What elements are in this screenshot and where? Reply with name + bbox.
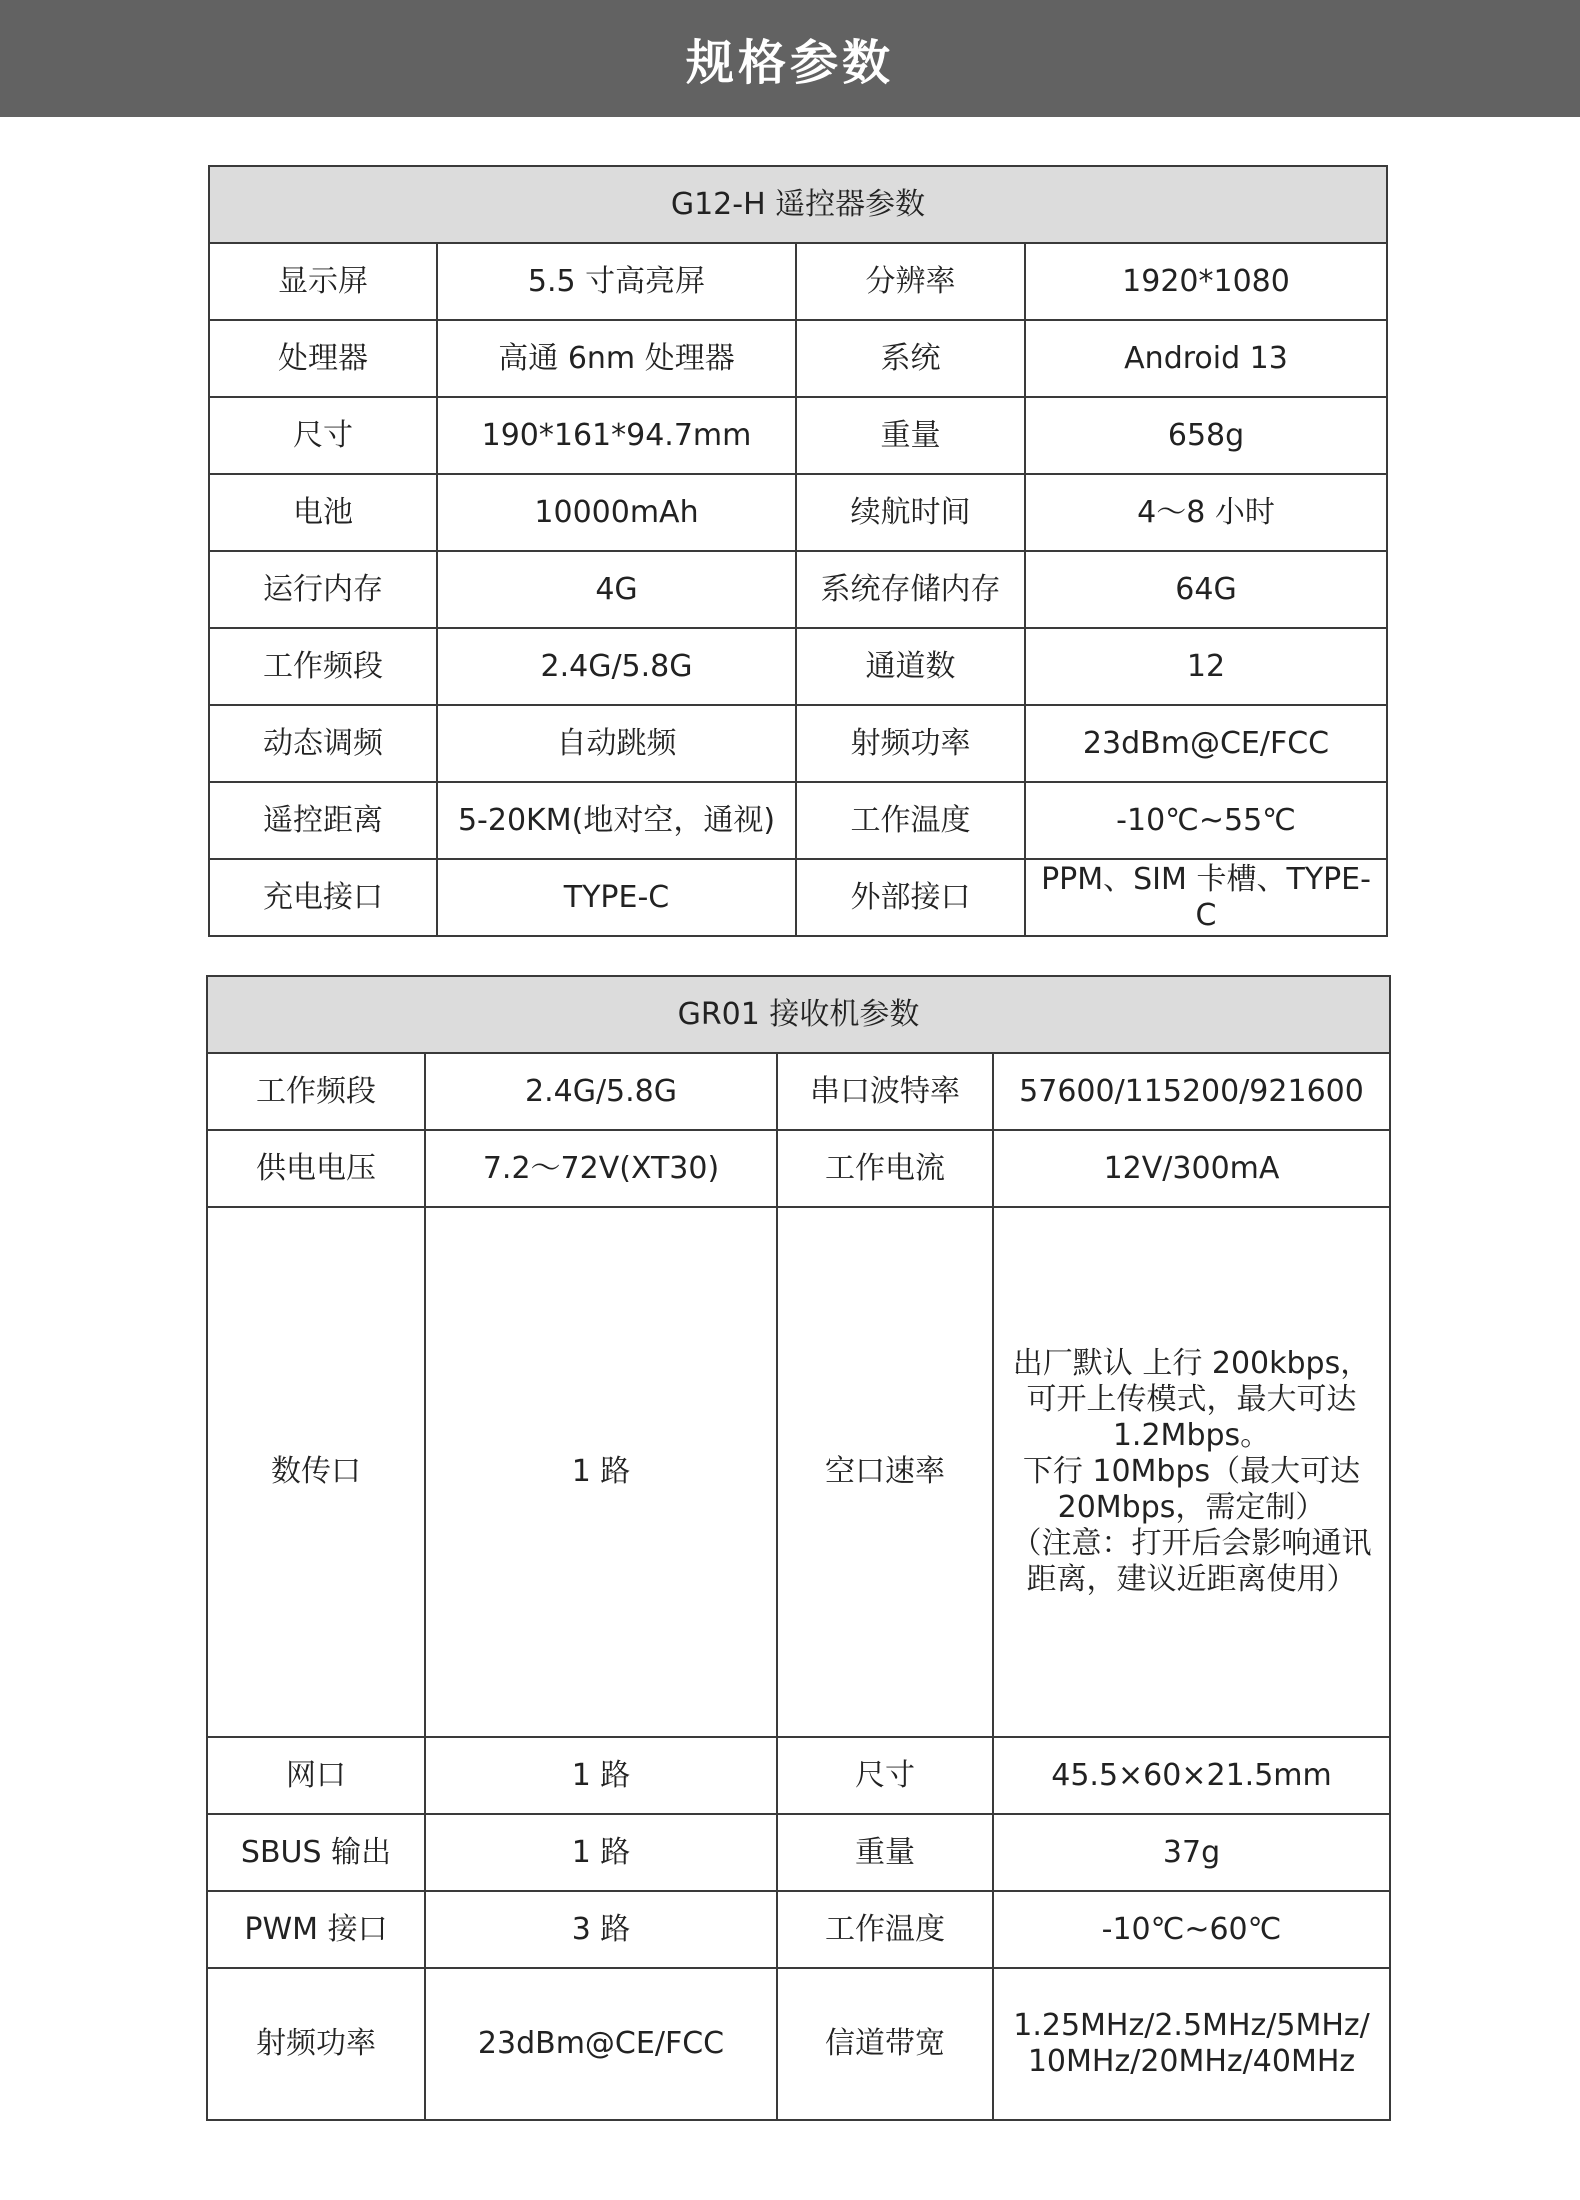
spec-value: 57600/115200/921600 (993, 1053, 1390, 1130)
remote-table-title: G12-H 遥控器参数 (209, 166, 1387, 243)
spec-value: -10℃~60℃ (993, 1891, 1390, 1968)
table-row (209, 551, 1387, 628)
spec-label: 射频功率 (207, 1968, 425, 2120)
table-row (207, 1053, 1390, 1130)
spec-value: 1920*1080 (1025, 243, 1387, 320)
spec-label: 重量 (796, 397, 1025, 474)
spec-value: 1 路 (425, 1814, 777, 1891)
spec-value: 5-20KM(地对空，通视) (437, 782, 796, 859)
spec-label: 工作电流 (777, 1130, 993, 1207)
table-row (209, 474, 1387, 551)
table-row (209, 859, 1387, 936)
spec-value: 658g (1025, 397, 1387, 474)
air-rate-line: 可开上传模式，最大可达 (1026, 1382, 1357, 1417)
spec-value: 190*161*94.7mm (437, 397, 796, 474)
remote-spec-table (208, 165, 1388, 937)
spec-label: 射频功率 (796, 705, 1025, 782)
spec-label: 通道数 (796, 628, 1025, 705)
bandwidth-value (993, 1968, 1390, 2120)
banner-title: 规格参数 (685, 35, 894, 91)
spec-value: 3 路 (425, 1891, 777, 1968)
spec-label: 空口速率 (777, 1207, 993, 1737)
spec-label: SBUS 输出 (207, 1814, 425, 1891)
page-banner (0, 0, 1580, 117)
air-rate-line: 距离，建议近距离使用） (1026, 1562, 1357, 1597)
spec-value: 12 (1025, 628, 1387, 705)
table-row (207, 1207, 1390, 1737)
spec-label: 显示屏 (209, 243, 437, 320)
spec-label: 外部接口 (796, 859, 1025, 936)
spec-value: 高通 6nm 处理器 (437, 320, 796, 397)
spec-label: PWM 接口 (207, 1891, 425, 1968)
spec-value: 12V/300mA (993, 1130, 1390, 1207)
air-rate-line: （注意：打开后会影响通讯 (1011, 1526, 1372, 1561)
receiver-spec-table (206, 975, 1391, 2121)
spec-label: 续航时间 (796, 474, 1025, 551)
spec-value: 64G (1025, 551, 1387, 628)
table-row (207, 1130, 1390, 1207)
spec-label: 运行内存 (209, 551, 437, 628)
bandwidth-line: 10MHz/20MHz/40MHz (1027, 2044, 1356, 2079)
bandwidth-line: 1.25MHz/2.5MHz/5MHz/ (1013, 2008, 1370, 2043)
air-rate-line: 出厂默认 上行 200kbps， (1012, 1346, 1371, 1381)
spec-label: 工作温度 (777, 1891, 993, 1968)
table-row (207, 1737, 1390, 1814)
table-row (207, 1968, 1390, 2120)
spec-value: 10000mAh (437, 474, 796, 551)
spec-label: 尺寸 (777, 1737, 993, 1814)
air-rate-value (993, 1207, 1390, 1737)
spec-label: 遥控距离 (209, 782, 437, 859)
spec-value: 23dBm@CE/FCC (425, 1968, 777, 2120)
spec-value: 4G (437, 551, 796, 628)
spec-label: 工作频段 (209, 628, 437, 705)
spec-label: 数传口 (207, 1207, 425, 1737)
spec-value: 7.2～72V(XT30) (425, 1130, 777, 1207)
spec-value: 5.5 寸高亮屏 (437, 243, 796, 320)
spec-label: 处理器 (209, 320, 437, 397)
spec-label: 工作频段 (207, 1053, 425, 1130)
spec-label: 充电接口 (209, 859, 437, 936)
table-row (209, 243, 1387, 320)
table-row (207, 1814, 1390, 1891)
spec-label: 尺寸 (209, 397, 437, 474)
receiver-table-title: GR01 接收机参数 (207, 976, 1390, 1053)
spec-label: 串口波特率 (777, 1053, 993, 1130)
spec-label: 工作温度 (796, 782, 1025, 859)
spec-value: 1 路 (425, 1207, 777, 1737)
table-row (209, 705, 1387, 782)
spec-value: 2.4G/5.8G (425, 1053, 777, 1130)
spec-label: 动态调频 (209, 705, 437, 782)
spec-label: 电池 (209, 474, 437, 551)
spec-value: 1 路 (425, 1737, 777, 1814)
table-row (207, 1891, 1390, 1968)
spec-value: 45.5×60×21.5mm (993, 1737, 1390, 1814)
spec-label: 供电电压 (207, 1130, 425, 1207)
spec-value: 4～8 小时 (1025, 474, 1387, 551)
air-rate-line: 下行 10Mbps（最大可达 (1022, 1454, 1361, 1489)
spec-value: -10℃~55℃ (1025, 782, 1387, 859)
spec-label: 系统存储内存 (796, 551, 1025, 628)
spec-label: 重量 (777, 1814, 993, 1891)
table-row (209, 628, 1387, 705)
spec-label: 系统 (796, 320, 1025, 397)
table-row (209, 397, 1387, 474)
table-row (209, 320, 1387, 397)
spec-value: 37g (993, 1814, 1390, 1891)
spec-value: PPM、SIM 卡槽、TYPE-C (1025, 859, 1387, 936)
spec-value: Android 13 (1025, 320, 1387, 397)
spec-value: TYPE-C (437, 859, 796, 936)
spec-value: 自动跳频 (437, 705, 796, 782)
spec-value: 2.4G/5.8G (437, 628, 796, 705)
spec-label: 分辨率 (796, 243, 1025, 320)
air-rate-line: 1.2Mbps。 (1112, 1418, 1271, 1453)
spec-value: 23dBm@CE/FCC (1025, 705, 1387, 782)
spec-label: 网口 (207, 1737, 425, 1814)
table-row (209, 782, 1387, 859)
air-rate-line: 20Mbps，需定制） (1057, 1490, 1326, 1525)
spec-label: 信道带宽 (777, 1968, 993, 2120)
